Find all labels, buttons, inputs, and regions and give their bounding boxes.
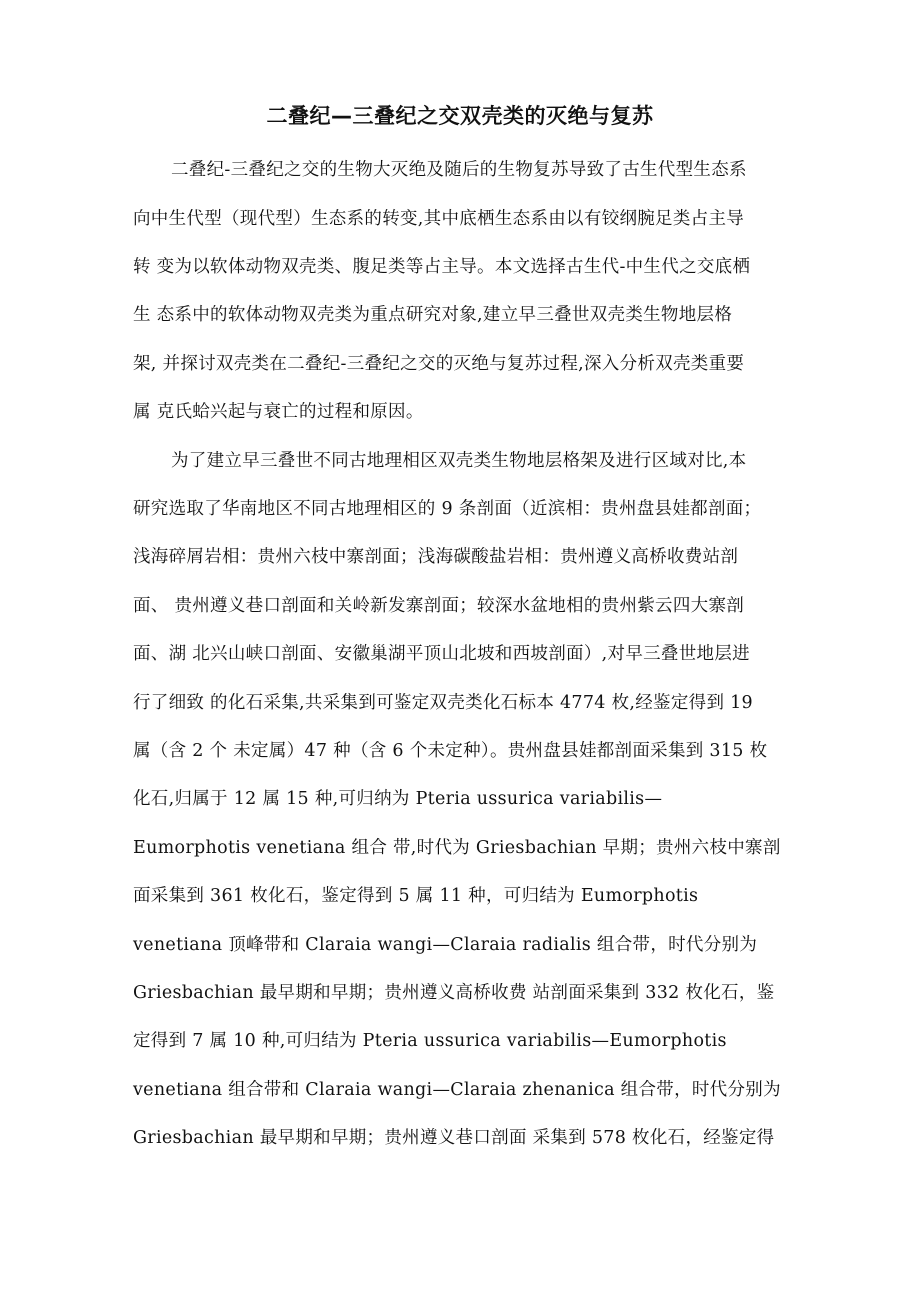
paragraph-line: venetiana 顶峰带和 Claraia wangi—Claraia radialis 组合带，时代分别为	[133, 935, 758, 955]
paragraph-line: Griesbachian 最早期和早期；贵州遵义巷口剖面 采集到 578 枚化石，经鉴定得	[133, 1128, 775, 1148]
paragraph-line: Eumorphotis venetiana 组合 带,时代为 Griesbachian 早期；贵州六枝中寨剖	[133, 838, 781, 858]
paragraph-line: 面、湖 北兴山峡口剖面、安徽巢湖平顶山北坡和西坡剖面）,对早三叠世地层进	[133, 644, 750, 664]
paragraph-line: 行了细致 的化石采集,共采集到可鉴定双壳类化石标本 4774 枚,经鉴定得到 19	[133, 693, 753, 713]
paragraph-line: 属（含 2 个 未定属）47 种（含 6 个未定种）。贵州盘县娃都剖面采集到 315 枚	[133, 741, 768, 761]
document-title: 二叠纪—三叠纪之交双壳类的灭绝与复苏	[266, 104, 654, 128]
paragraph-line: 生 态系中的软体动物双壳类为重点研究对象,建立早三叠世双壳类生物地层格	[133, 305, 733, 325]
paragraph-line: 二叠纪-三叠纪之交的生物大灭绝及随后的生物复苏导致了古生代型生态系	[171, 160, 747, 180]
paragraph-line: 面、 贵州遵义巷口剖面和关岭新发寨剖面；较深水盆地相的贵州紫云四大寨剖	[133, 596, 745, 616]
paragraph-line: Griesbachian 最早期和早期；贵州遵义高桥收费 站剖面采集到 332 枚化石，鉴	[133, 983, 775, 1003]
paragraph-line: venetiana 组合带和 Claraia wangi—Claraia zhenanica 组合带，时代分别为	[133, 1080, 781, 1100]
paragraph-line: 定得到 7 属 10 种,可归结为 Pteria ussurica variabilis—Eumorphotis	[133, 1031, 727, 1051]
paragraph-line: 架, 并探讨双壳类在二叠纪-三叠纪之交的灭绝与复苏过程,深入分析双壳类重要	[133, 354, 745, 374]
paragraph-line: 面采集到 361 枚化石，鉴定得到 5 属 11 种，可归结为 Eumorphotis	[133, 886, 699, 906]
paragraph-line: 为了建立早三叠世不同古地理相区双壳类生物地层格架及进行区域对比,本	[171, 451, 747, 471]
paragraph-line: 浅海碎屑岩相：贵州六枝中寨剖面；浅海碳酸盐岩相：贵州遵义高桥收费站剖	[133, 547, 739, 567]
paragraph-line: 向中生代型（现代型）生态系的转变,其中底栖生态系由以有铰纲腕足类占主导	[133, 209, 745, 229]
paragraph-line: 化石,归属于 12 属 15 种,可归纳为 Pteria ussurica variabilis—	[133, 789, 663, 809]
paragraph-line: 转 变为以软体动物双壳类、腹足类等占主导。本文选择古生代-中生代之交底栖	[133, 257, 751, 277]
paragraph-line: 属 克氏蛤兴起与衰亡的过程和原因。	[133, 402, 424, 422]
paragraph-line: 研究选取了华南地区不同古地理相区的 9 条剖面（近滨相：贵州盘县娃都剖面；	[133, 499, 762, 519]
